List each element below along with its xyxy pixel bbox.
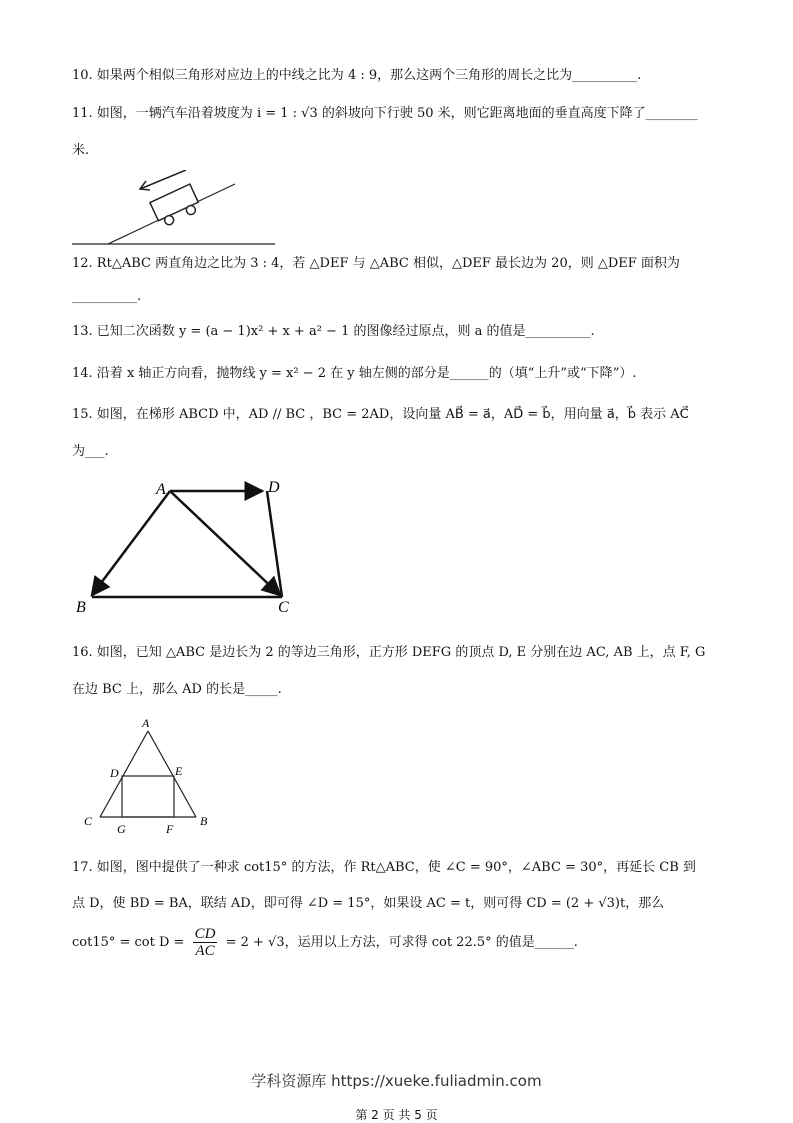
q17-fraction-denominator: AC [195,943,215,959]
question-17-line-3 [72,926,578,960]
label-C: C [278,599,289,616]
label-C: C [84,814,93,828]
question-17-line-2: 点 D，使 BD = BA，联结 AD，即可得 ∠D = 15°，如果设 AC = t，则可得 CD = (2 + √3)t，那么 [72,896,665,911]
page-number: 第 2 页 共 5 页 [355,1108,438,1122]
trapezoid-figure [70,474,310,619]
label-A: A [156,481,166,498]
question-11-line-1: 11. 如图，一辆汽车沿着坡度为 i = 1 : √3 的斜坡向下行驶 50 米，则它距离地面的垂直高度下降了________ [72,106,698,121]
slope-car-figure [70,170,280,250]
question-11-line-2: 米. [72,143,90,158]
label-G: G [117,822,126,836]
label-D: D [268,479,280,496]
question-16-line-1: 16. 如图，已知 △ABC 是边长为 2 的等边三角形，正方形 DEFG 的顶点 D, E 分别在边 AC, AB 上，点 F, G [72,645,706,660]
q17-cot-suffix: = 2 + √3，运用以上方法，可求得 cot 22.5° 的值是______. [225,935,578,950]
question-13: 13. 已知二次函数 y = (a − 1)x² + x + a² − 1 的图像经过原点，则 a 的值是__________. [72,324,595,339]
q17-cot-prefix: cot15° = cot D = [72,935,185,950]
label-B: B [200,814,208,828]
question-12-line-2: __________. [72,289,142,304]
label-B: B [76,599,86,616]
question-10: 10. 如果两个相似三角形对应边上的中线之比为 4 : 9，那么这两个三角形的周长之比为__________. [72,68,642,83]
label-D: D [110,766,119,780]
question-12-line-1: 12. Rt△ABC 两直角边之比为 3 : 4，若 △DEF 与 △ABC 相似，△DEF 最长边为 20，则 △DEF 面积为 [72,256,680,271]
question-16-line-2: 在边 BC 上，那么 AD 的长是_____. [72,682,282,697]
question-15-line-2: 为___. [72,444,109,459]
q17-fraction [193,926,218,959]
question-15-line-1: 15. 如图，在梯形 ABCD 中，AD // BC ，BC = 2AD，设向量 AB⃗ = a⃗，AD⃗ = b⃗，用向量 a⃗，b⃗ 表示 AC⃗ [72,407,689,422]
label-E: E [175,764,183,778]
source-watermark: 学科资源库 https://xueke.fuliadmin.com [251,1072,542,1090]
triangle-square-figure [78,713,218,838]
label-F: F [166,822,174,836]
label-A: A [142,716,150,730]
question-14: 14. 沿着 x 轴正方向看，抛物线 y = x² − 2 在 y 轴左侧的部分是______的（填“上升”或“下降”）. [72,366,637,381]
question-17-line-1: 17. 如图，图中提供了一种求 cot15° 的方法，作 Rt△ABC，使 ∠C = 90°，∠ABC = 30°，再延长 CB 到 [72,860,696,875]
q17-fraction-numerator: CD [194,926,216,942]
